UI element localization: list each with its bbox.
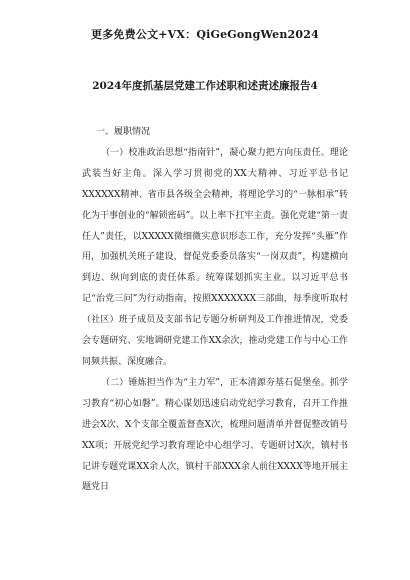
section-heading: 一、履职情况 xyxy=(96,127,151,137)
body-paragraph-2: （二）锤炼担当作为“主力军”，正本清源夯基石促堡垒。抓学习教育“初心如磐”。精心谋划迅速启动党纪学习教育，召开工作推进会X次、X个支部全覆盖督查X次，梳理问题清单并督促整改销号XX项；开展党纪学习教育理论中心组学习、专题研讨X次，镇村书记讲专题党课XX余人次，镇村干部XXX余人前往XXXX等地开展主题党日 xyxy=(82,377,348,493)
promo-banner: 更多免费公文+VX：QiGeGongWen2024 xyxy=(91,28,319,41)
document-body xyxy=(82,122,348,498)
document-title: 2024年度抓基层党建工作述职和述责述廉报告4 xyxy=(92,80,318,92)
body-paragraph-1: （一）校准政治思想“指南针”，凝心聚力把方向压责任。理论武装当好主角。深入学习贯彻党的XX大精神、习近平总书记XXXXXX精神、省市县各级全会精神，将理论学习的“一脉相承”转化为干事创业的“解锁密码”。以上率下扛牢主责。强化党建“第一责任人”责任，以XXXXX微细微实意识形态工作，充分发挥“头雁”作用，加强机关班子建设，督促党委委员落实“一岗双责”，构建横向到边、纵向到底的责任体系。统筹谋划抓实主业。以习近平总书记“治党三问”为行动指南，按照XXXXXXX三部曲，每季度听取村（社区）班子成员及支部书记专题分析研判及工作推进情况，党委会专题研究、实地调研党建工作XX余次，推动党建工作与中心工作同频共振、深度融合。 xyxy=(82,147,348,367)
